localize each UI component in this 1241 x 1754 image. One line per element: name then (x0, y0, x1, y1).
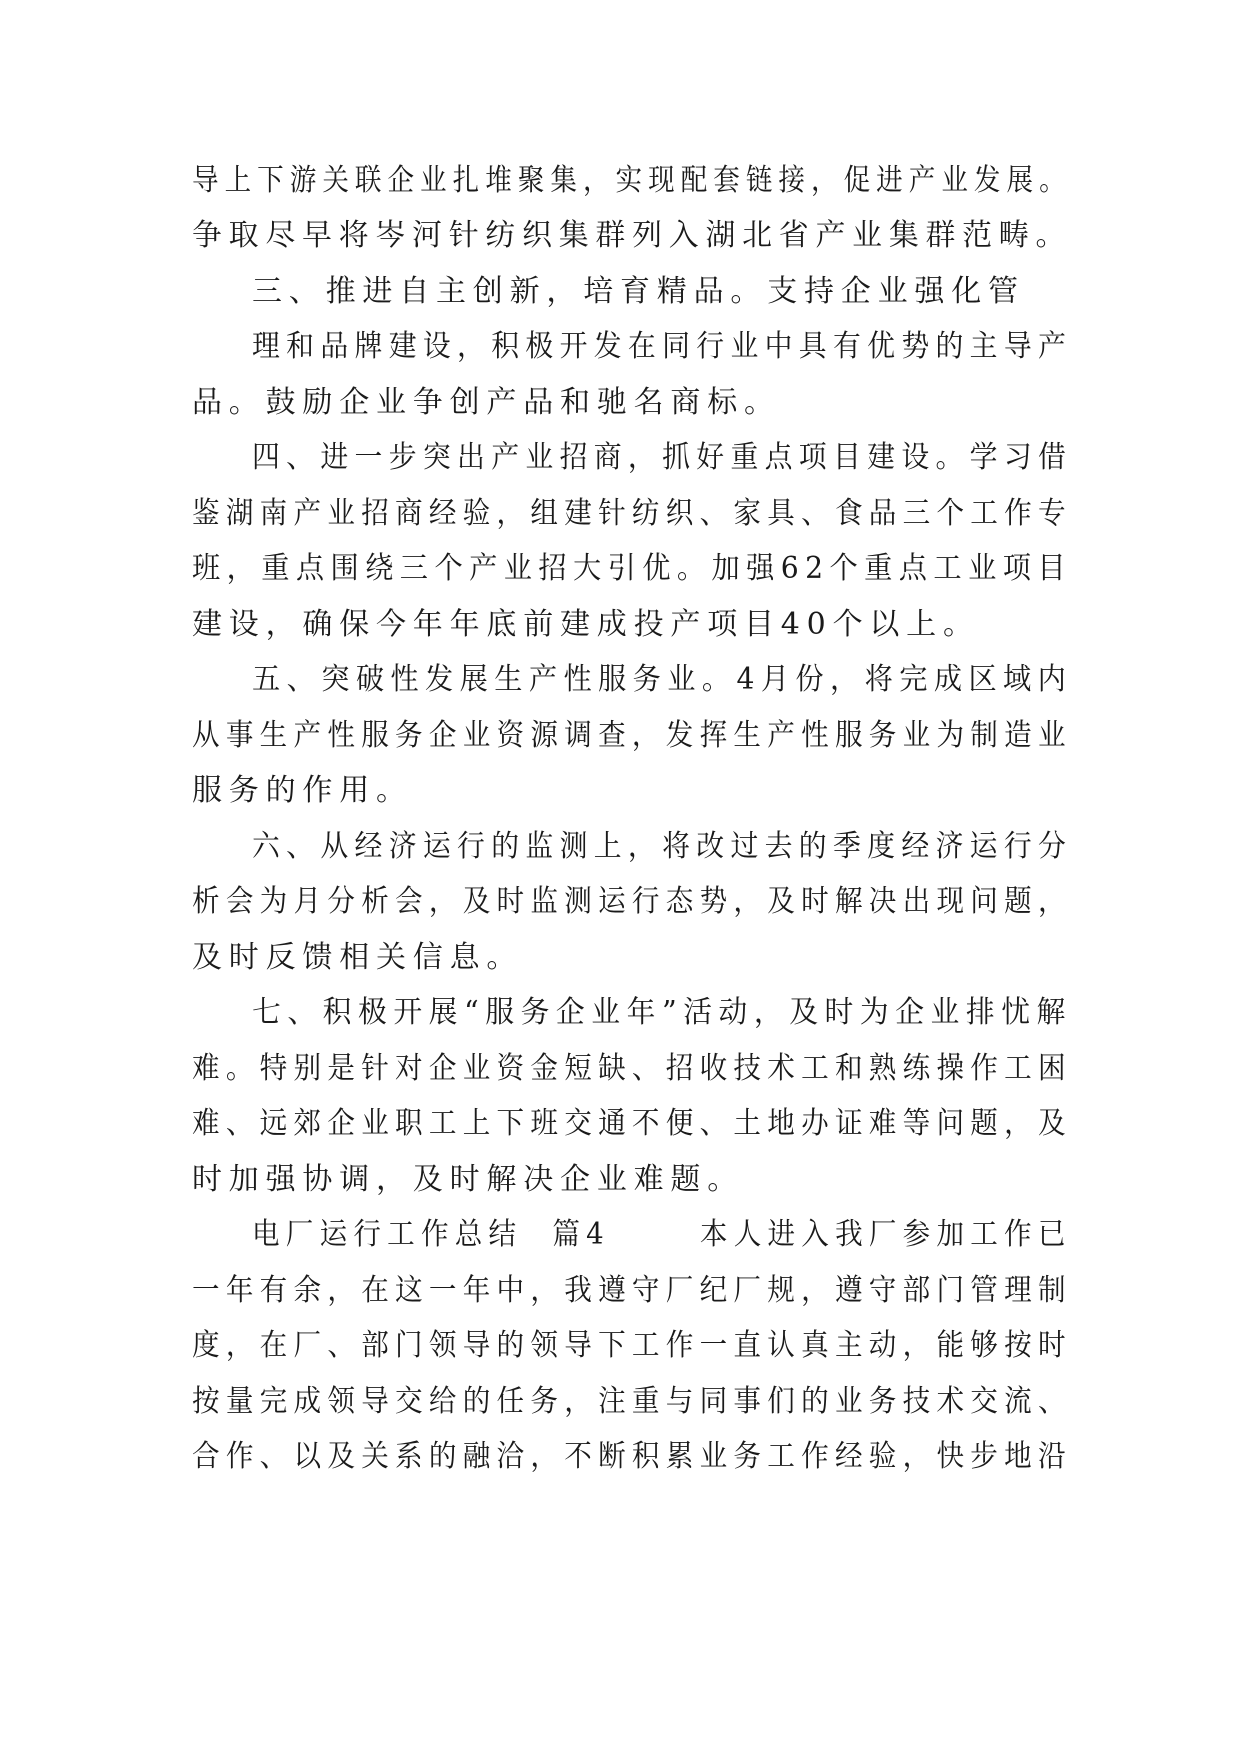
text-line: 一年有余，在这一年中，我遵守厂纪厂规，遵守部门管理制 (192, 1273, 1072, 1308)
text-line: 六、从经济运行的监测上，将改过去的季度经济运行分 (252, 829, 1073, 864)
text-line: 品。鼓励企业争创产品和驰名商标。 (192, 385, 781, 420)
text-line: 电厂运行工作总结 篇4 本人进入我厂参加工作已 (252, 1217, 1072, 1252)
text-line: 按量完成领导交给的任务，注重与同事们的业务技术交流、 (192, 1384, 1072, 1419)
text-line: 及时反馈相关信息。 (192, 940, 524, 975)
text-line: 析会为月分析会，及时监测运行态势，及时解决出现问题， (192, 884, 1072, 919)
text-line: 五、突破性发展生产性服务业。4月份，将完成区域内 (252, 662, 1073, 697)
text-line: 服务的作用。 (192, 773, 413, 808)
text-line: 七、积极开展“服务企业年”活动，及时为企业排忧解 (252, 995, 1072, 1030)
text-line: 度，在厂、部门领导的领导下工作一直认真主动，能够按时 (192, 1328, 1072, 1363)
text-line: 难。特别是针对企业资金短缺、招收技术工和熟练操作工困 (192, 1051, 1072, 1086)
text-line: 鉴湖南产业招商经验，组建针纺织、家具、食品三个工作专 (192, 496, 1072, 531)
text-line: 建设，确保今年年底前建成投产项目40个以上。 (192, 607, 980, 642)
text-line: 争取尽早将岑河针纺织集群列入湖北省产业集群范畴。 (192, 218, 1073, 253)
text-line: 理和品牌建设，积极开发在同行业中具有优势的主导产 (252, 329, 1073, 364)
text-line: 三、推进自主创新，培育精品。支持企业强化管 (252, 274, 1025, 309)
text-line: 合作、以及关系的融洽，不断积累业务工作经验，快步地沿 (192, 1439, 1072, 1474)
text-line: 从事生产性服务企业资源调查，发挥生产性服务业为制造业 (192, 718, 1072, 753)
text-line: 时加强协调，及时解决企业难题。 (192, 1162, 744, 1197)
text-line: 班，重点围绕三个产业招大引优。加强62个重点工业项目 (192, 551, 1072, 586)
text-line: 难、远郊企业职工上下班交通不便、土地办证难等问题，及 (192, 1106, 1072, 1141)
text-line: 导上下游关联企业扎堆聚集，实现配套链接，促进产业发展。 (192, 163, 1072, 198)
text-line: 四、进一步突出产业招商，抓好重点项目建设。学习借 (252, 440, 1073, 475)
